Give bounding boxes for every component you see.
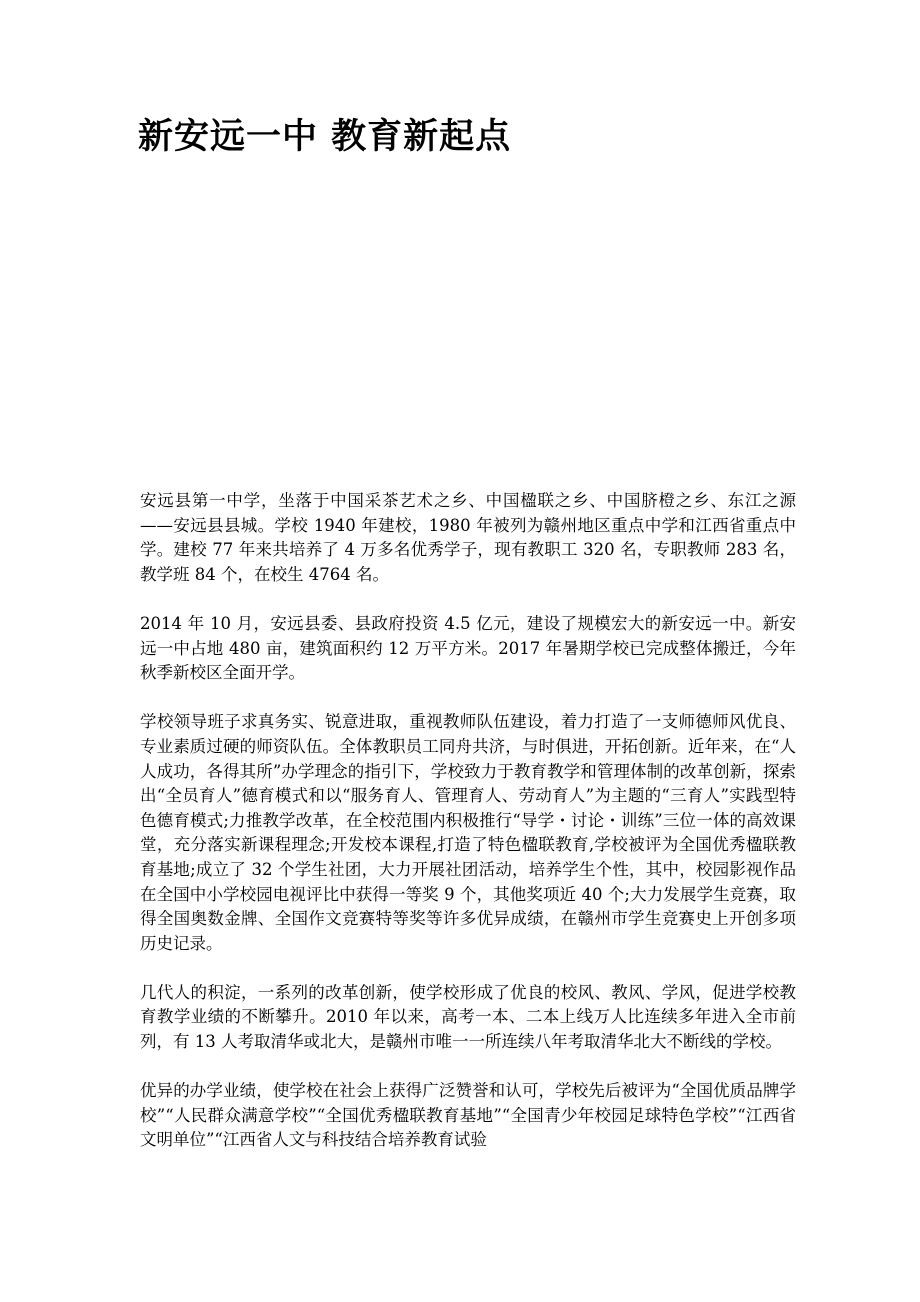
paragraph-school-intro: 安远县第一中学，坐落于中国采茶艺术之乡、中国楹联之乡、中国脐橙之乡、东江之源——安远县县城。学校 1940 年建校，1980 年被列为赣州地区重点中学和江西省重点中学。建校 77 年来共培养了 4 万多名优秀学子，现有教职工 320 名，专职教师 283 名，教学班 84 个，在校生 4764 名。 bbox=[140, 491, 796, 584]
paragraph-achievements: 几代人的积淀，一系列的改革创新，使学校形成了优良的校风、教风、学风，促进学校教育教学业绩的不断攀升。2010 年以来，高考一本、二本上线万人比连续多年进入全市前列，有 13 人考取清华或北大，是赣州市唯一一所连续八年考取清华北大不断线的学校。 bbox=[140, 982, 796, 1052]
document-body bbox=[140, 489, 796, 1178]
paragraph-new-campus: 2014 年 10 月，安远县委、县政府投资 4.5 亿元，建设了规模宏大的新安远一中。新安远一中占地 480 亩，建筑面积约 12 万平方米。2017 年暑期学校已完成整体搬迁，今年秋季新校区全面开学。 bbox=[140, 613, 796, 683]
paragraph-honors: 优异的办学业绩，使学校在社会上获得广泛赞誉和认可，学校先后被评为“全国优质品牌学校”“人民群众满意学校”“全国优秀楹联教育基地”“全国青少年校园足球特色学校”“江西省文明单位”“江西省人文与科技结合培养教育试验 bbox=[140, 1081, 796, 1150]
paragraph-leadership-reform: 学校领导班子求真务实、锐意进取，重视教师队伍建设，着力打造了一支师德师风优良、专业素质过硬的师资队伍。全体教职员工同舟共济，与时俱进，开拓创新。近年来，在“人人成功，各得其所”办学理念的指引下，学校致力于教育教学和管理体制的改革创新，探索出“全员育人”德育模式和以“服务育人、管理育人、劳动育人”为主题的“三育人”实践型特色德育模式;力推教学改革，在全校范围内积极推行“导学・讨论・训练”三位一体的高效课堂，充分落实新课程理念;开发校本课程,打造了特色楹联教育,学校被评为全国优秀楹联教育基地;成立了 32 个学生社团，大力开展社团活动，培养学生个性，其中，校园影视作品在全国中小学校园电视评比中获得一等奖 9 个，其他奖项近 40 个;大力发展学生竞赛，取得全国奥数金牌、全国作文竞赛特等奖等许多优异成绩，在赣州市学生竞赛史上开创多项历史记录。 bbox=[140, 712, 796, 953]
document-title: 新安远一中 教育新起点 bbox=[138, 117, 512, 157]
